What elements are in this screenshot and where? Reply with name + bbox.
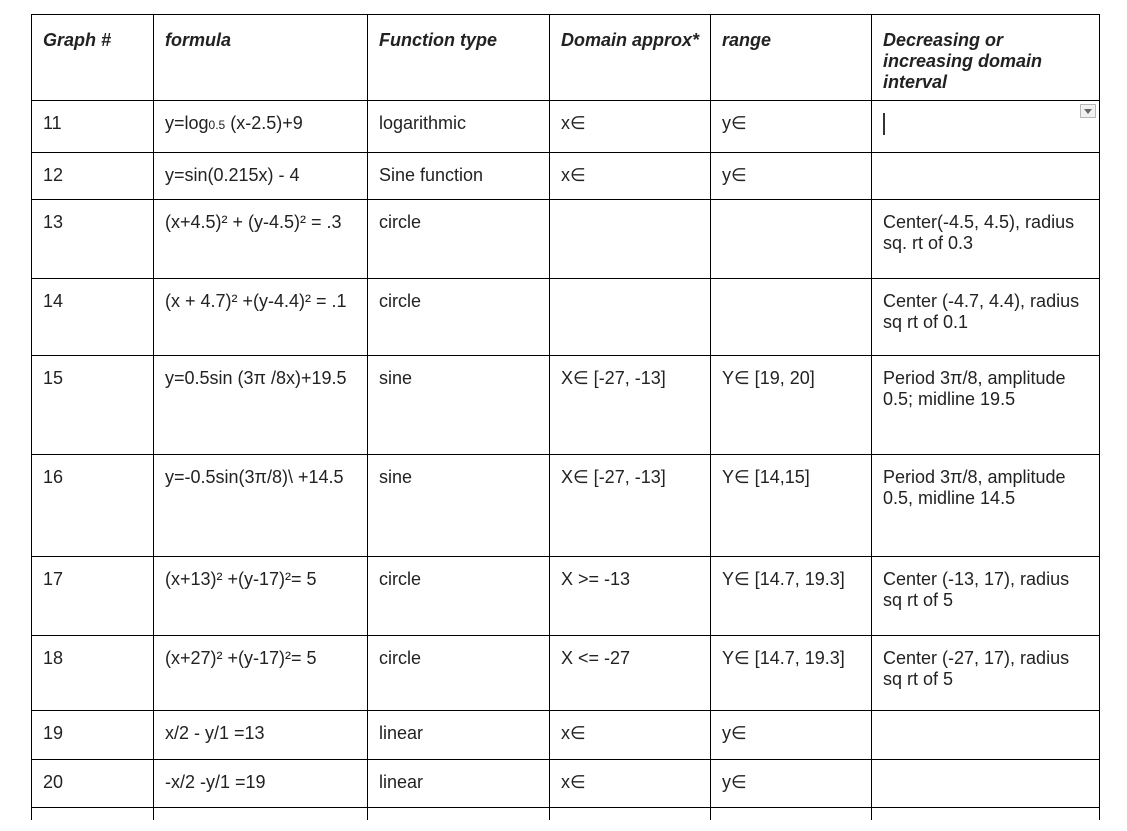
cell-graph[interactable]: 12 [32,153,154,200]
cell-graph[interactable]: 20 [32,760,154,808]
cell-domain[interactable]: x∈ [550,101,711,153]
formula-prefix: y=log [165,113,209,133]
cell-graph[interactable]: 14 [32,279,154,356]
cell-formula[interactable]: (x+4.5)² + (y-4.5)² = .3 [154,200,368,279]
cell-range[interactable]: y∈ [711,711,872,760]
cell-domain[interactable]: x∈ [550,711,711,760]
cell-empty[interactable] [368,808,550,820]
cell-range[interactable]: y∈ [711,101,872,153]
cell-interval[interactable]: Center (-4.7, 4.4), radius sq rt of 0.1 [872,279,1100,356]
cell-formula[interactable] [154,101,368,153]
cell-type[interactable]: sine [368,356,550,455]
cell-type[interactable]: linear [368,760,550,808]
cell-type[interactable]: circle [368,279,550,356]
table-row [32,636,1100,711]
cell-type[interactable]: logarithmic [368,101,550,153]
cell-graph[interactable]: 15 [32,356,154,455]
header-function-type[interactable]: Function type [368,15,550,101]
header-formula[interactable]: formula [154,15,368,101]
formula-log-base: 0.5 [208,118,226,132]
cell-type[interactable]: linear [368,711,550,760]
cell-range[interactable]: Y∈ [19, 20] [711,356,872,455]
cell-range[interactable]: Y∈ [14.7, 19.3] [711,557,872,636]
cell-domain[interactable]: X <= -27 [550,636,711,711]
cell-interval[interactable]: Period 3π/8, amplitude 0.5, midline 14.5 [872,455,1100,557]
cell-empty[interactable] [872,808,1100,820]
cell-range[interactable]: y∈ [711,760,872,808]
table-row [32,279,1100,356]
cell-range[interactable]: Y∈ [14,15] [711,455,872,557]
header-range[interactable]: range [711,15,872,101]
cell-formula[interactable]: y=sin(0.215x) - 4 [154,153,368,200]
cell-domain[interactable]: X∈ [-27, -13] [550,455,711,557]
table-row [32,153,1100,200]
chevron-down-icon[interactable] [1080,104,1096,118]
cell-interval[interactable] [872,760,1100,808]
table-row [32,557,1100,636]
header-domain[interactable]: Domain approx* [550,15,711,101]
cell-formula[interactable]: x/2 - y/1 =13 [154,711,368,760]
cell-empty[interactable] [711,808,872,820]
cell-formula[interactable]: (x+13)² +(y-17)²= 5 [154,557,368,636]
table-row-partial [32,808,1100,820]
cell-empty[interactable] [550,808,711,820]
cell-range[interactable]: y∈ [711,153,872,200]
cell-type[interactable]: circle [368,557,550,636]
cell-graph[interactable]: 11 [32,101,154,153]
cell-interval[interactable]: Center (-27, 17), radius sq rt of 5 [872,636,1100,711]
cell-graph[interactable]: 17 [32,557,154,636]
table-row [32,711,1100,760]
cell-type[interactable]: circle [368,200,550,279]
cell-interval[interactable] [872,711,1100,760]
cell-range[interactable] [711,279,872,356]
cell-domain[interactable] [550,279,711,356]
cell-range[interactable] [711,200,872,279]
cell-interval[interactable]: Center(-4.5, 4.5), radius sq. rt of 0.3 [872,200,1100,279]
cell-empty[interactable] [154,808,368,820]
cell-interval-active[interactable] [872,101,1100,153]
cell-domain[interactable] [550,200,711,279]
cell-type[interactable]: circle [368,636,550,711]
text-cursor [883,113,885,135]
cell-domain[interactable]: X >= -13 [550,557,711,636]
cell-formula[interactable]: y=0.5sin (3π /8x)+19.5 [154,356,368,455]
header-interval[interactable]: Decreasing or increasing domain interval [872,15,1100,101]
cell-type[interactable]: sine [368,455,550,557]
cell-domain[interactable]: x∈ [550,760,711,808]
table-row [32,101,1100,153]
cell-interval[interactable]: Period 3π/8, amplitude 0.5; midline 19.5 [872,356,1100,455]
cell-graph[interactable]: 13 [32,200,154,279]
cell-interval[interactable] [872,153,1100,200]
cell-graph[interactable]: 16 [32,455,154,557]
cell-formula[interactable]: (x + 4.7)² +(y-4.4)² = .1 [154,279,368,356]
spreadsheet-container [31,14,1100,820]
cell-domain[interactable]: x∈ [550,153,711,200]
cell-empty[interactable] [32,808,154,820]
table-row [32,760,1100,808]
cell-type[interactable]: Sine function [368,153,550,200]
cell-formula[interactable]: (x+27)² +(y-17)²= 5 [154,636,368,711]
table-row [32,200,1100,279]
cell-graph[interactable]: 18 [32,636,154,711]
cell-formula[interactable]: -x/2 -y/1 =19 [154,760,368,808]
header-graph-number[interactable]: Graph # [32,15,154,101]
cell-formula[interactable]: y=-0.5sin(3π/8)\ +14.5 [154,455,368,557]
cell-graph[interactable]: 19 [32,711,154,760]
function-table [31,14,1100,820]
formula-suffix: (x-2.5)+9 [225,113,303,133]
cell-interval[interactable]: Center (-13, 17), radius sq rt of 5 [872,557,1100,636]
header-row [32,15,1100,101]
table-row [32,356,1100,455]
cell-range[interactable]: Y∈ [14.7, 19.3] [711,636,872,711]
cell-domain[interactable]: X∈ [-27, -13] [550,356,711,455]
table-row [32,455,1100,557]
